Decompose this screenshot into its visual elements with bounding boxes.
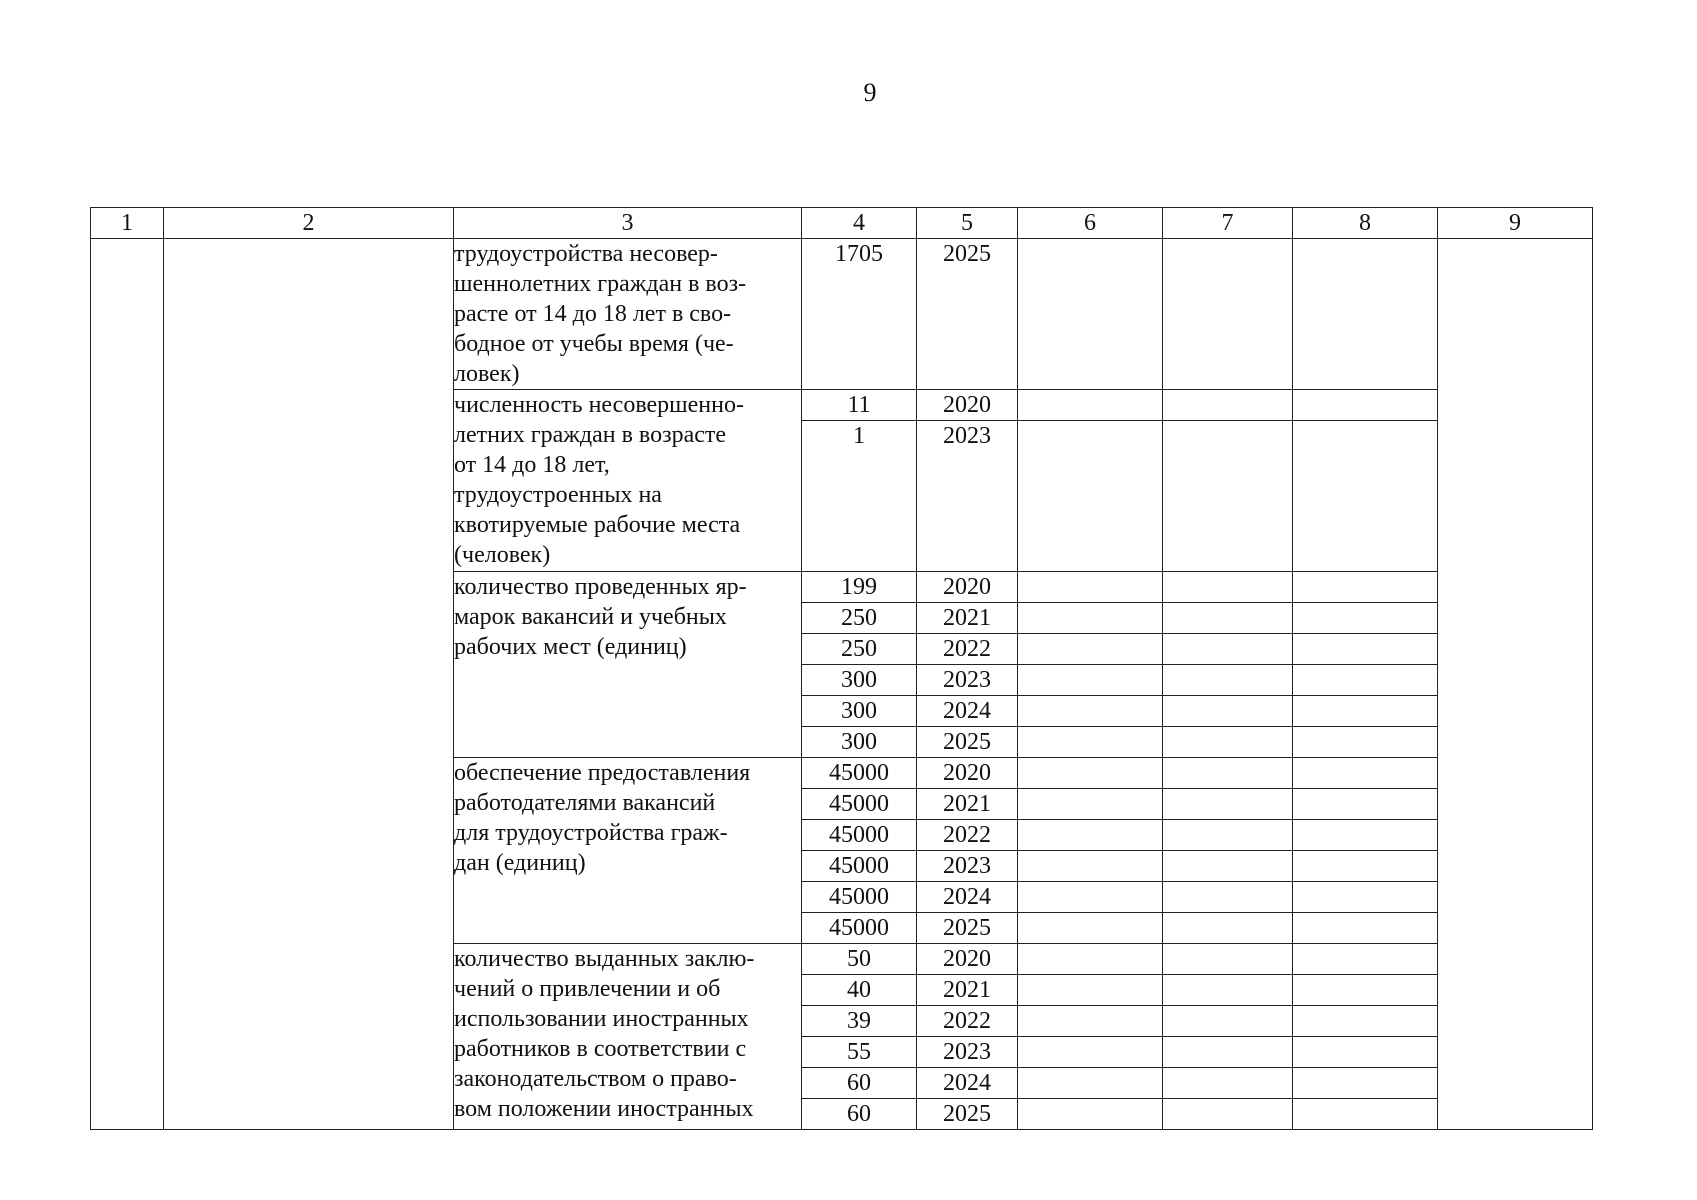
cell-col-8 <box>1293 851 1438 882</box>
cell-col-8 <box>1293 944 1438 975</box>
description-line: чений о привлечении и об <box>454 976 721 1002</box>
indicator-description <box>454 390 802 572</box>
column-header: 7 <box>1163 208 1293 239</box>
cell-col-7 <box>1163 820 1293 851</box>
cell-col-6 <box>1018 1068 1163 1099</box>
cell-col-6 <box>1018 665 1163 696</box>
column-header: 2 <box>164 208 454 239</box>
cell-col-7 <box>1163 390 1293 421</box>
indicator-year: 2023 <box>917 665 1018 696</box>
cell-col-6 <box>1018 1037 1163 1068</box>
indicator-value: 45000 <box>802 789 917 820</box>
indicator-value: 40 <box>802 975 917 1006</box>
cell-col-8 <box>1293 603 1438 634</box>
indicator-value: 45000 <box>802 882 917 913</box>
description-line: работодателями вакансий <box>454 790 716 816</box>
indicator-year: 2022 <box>917 1006 1018 1037</box>
column-header: 6 <box>1018 208 1163 239</box>
description-line: численность несовершенно- <box>454 392 744 418</box>
description-line: трудоустроенных на <box>454 482 662 508</box>
cell-col-7 <box>1163 1068 1293 1099</box>
description-line: для трудоустройства граж- <box>454 820 728 846</box>
cell-col-7 <box>1163 665 1293 696</box>
indicator-year: 2020 <box>917 944 1018 975</box>
cell-col-8 <box>1293 820 1438 851</box>
description-line: количество выданных заклю- <box>454 946 755 972</box>
indicator-value: 39 <box>802 1006 917 1037</box>
cell-col-8 <box>1293 421 1438 572</box>
description-line: использовании иностранных <box>454 1006 749 1032</box>
indicator-value: 250 <box>802 634 917 665</box>
cell-col-8 <box>1293 665 1438 696</box>
description-line: бодное от учебы время (че- <box>454 331 734 357</box>
cell-col-7 <box>1163 758 1293 789</box>
indicator-value: 45000 <box>802 758 917 789</box>
cell-col-7 <box>1163 789 1293 820</box>
indicator-year: 2023 <box>917 1037 1018 1068</box>
indicator-year: 2024 <box>917 882 1018 913</box>
description-line: расте от 14 до 18 лет в сво- <box>454 301 732 327</box>
column-header: 3 <box>454 208 802 239</box>
indicator-year: 2022 <box>917 820 1018 851</box>
cell-col-8 <box>1293 882 1438 913</box>
cell-col-8 <box>1293 789 1438 820</box>
cell-col-6 <box>1018 239 1163 390</box>
indicator-value: 55 <box>802 1037 917 1068</box>
page-number: 9 <box>863 78 877 107</box>
cell-col-6 <box>1018 882 1163 913</box>
cell-col-6 <box>1018 820 1163 851</box>
cell-col-8 <box>1293 239 1438 390</box>
description-line: трудоустройства несовер- <box>454 241 718 267</box>
indicator-year: 2024 <box>917 696 1018 727</box>
indicator-year: 2020 <box>917 758 1018 789</box>
indicator-year: 2023 <box>917 421 1018 572</box>
cell-col-7 <box>1163 603 1293 634</box>
cell-col-6 <box>1018 944 1163 975</box>
indicator-value: 11 <box>802 390 917 421</box>
description-line: обеспечение предоставления <box>454 760 751 786</box>
indicator-description <box>454 944 802 1130</box>
cell-col-2 <box>164 239 454 1130</box>
description-line: количество проведенных яр- <box>454 574 747 600</box>
indicator-year: 2025 <box>917 1099 1018 1130</box>
indicator-year: 2021 <box>917 789 1018 820</box>
cell-col-7 <box>1163 727 1293 758</box>
cell-col-8 <box>1293 975 1438 1006</box>
cell-col-8 <box>1293 634 1438 665</box>
cell-col-6 <box>1018 1006 1163 1037</box>
cell-col-8 <box>1293 1006 1438 1037</box>
indicator-year: 2024 <box>917 1068 1018 1099</box>
description-line: летних граждан в возрасте <box>454 422 727 448</box>
indicator-year: 2020 <box>917 390 1018 421</box>
cell-col-7 <box>1163 239 1293 390</box>
indicator-year: 2021 <box>917 975 1018 1006</box>
cell-col-7 <box>1163 975 1293 1006</box>
column-header: 4 <box>802 208 917 239</box>
cell-col-7 <box>1163 696 1293 727</box>
cell-col-7 <box>1163 882 1293 913</box>
cell-col-8 <box>1293 727 1438 758</box>
indicator-year: 2023 <box>917 851 1018 882</box>
cell-col-8 <box>1293 758 1438 789</box>
description-line: марок вакансий и учебных <box>454 604 727 630</box>
cell-col-8 <box>1293 1037 1438 1068</box>
cell-col-7 <box>1163 421 1293 572</box>
cell-col-1 <box>91 239 164 1130</box>
cell-col-6 <box>1018 696 1163 727</box>
indicator-value: 60 <box>802 1099 917 1130</box>
description-line: законодательством о право- <box>454 1066 737 1092</box>
indicator-year: 2025 <box>917 913 1018 944</box>
cell-col-8 <box>1293 913 1438 944</box>
indicator-value: 50 <box>802 944 917 975</box>
cell-col-6 <box>1018 727 1163 758</box>
column-header: 8 <box>1293 208 1438 239</box>
column-header: 1 <box>91 208 164 239</box>
description-line: (человек) <box>454 542 551 568</box>
cell-col-8 <box>1293 696 1438 727</box>
cell-col-6 <box>1018 634 1163 665</box>
description-line: рабочих мест (единиц) <box>454 634 687 660</box>
cell-col-7 <box>1163 1006 1293 1037</box>
cell-col-6 <box>1018 421 1163 572</box>
cell-col-8 <box>1293 1099 1438 1130</box>
cell-col-6 <box>1018 603 1163 634</box>
description-line: работников в соответствии с <box>454 1036 747 1062</box>
indicator-value: 45000 <box>802 913 917 944</box>
cell-col-6 <box>1018 1099 1163 1130</box>
indicator-year: 2022 <box>917 634 1018 665</box>
cell-col-6 <box>1018 913 1163 944</box>
indicator-table <box>90 207 1593 1130</box>
cell-col-7 <box>1163 1099 1293 1130</box>
cell-col-7 <box>1163 634 1293 665</box>
indicator-value: 300 <box>802 696 917 727</box>
indicator-value: 60 <box>802 1068 917 1099</box>
description-line: ловек) <box>454 361 520 387</box>
cell-col-6 <box>1018 975 1163 1006</box>
description-line: от 14 до 18 лет, <box>454 452 610 478</box>
cell-col-8 <box>1293 390 1438 421</box>
description-line: вом положении иностранных <box>454 1096 754 1122</box>
indicator-description <box>454 758 802 944</box>
cell-col-8 <box>1293 1068 1438 1099</box>
indicator-value: 1 <box>802 421 917 572</box>
column-header: 9 <box>1438 208 1593 239</box>
cell-col-6 <box>1018 851 1163 882</box>
indicator-value: 1705 <box>802 239 917 390</box>
cell-col-7 <box>1163 944 1293 975</box>
indicator-year: 2025 <box>917 727 1018 758</box>
cell-col-7 <box>1163 851 1293 882</box>
description-line: шеннолетних граждан в воз- <box>454 271 747 297</box>
cell-col-7 <box>1163 572 1293 603</box>
indicator-value: 300 <box>802 665 917 696</box>
cell-col-7 <box>1163 1037 1293 1068</box>
indicator-description <box>454 572 802 758</box>
description-line: квотируемые рабочие места <box>454 512 741 538</box>
indicator-value: 45000 <box>802 820 917 851</box>
indicator-value: 45000 <box>802 851 917 882</box>
indicator-value: 250 <box>802 603 917 634</box>
indicator-year: 2020 <box>917 572 1018 603</box>
cell-col-7 <box>1163 913 1293 944</box>
indicator-year: 2025 <box>917 239 1018 390</box>
cell-col-6 <box>1018 758 1163 789</box>
cell-col-6 <box>1018 572 1163 603</box>
cell-col-8 <box>1293 572 1438 603</box>
indicator-value: 300 <box>802 727 917 758</box>
header-row <box>91 208 1593 239</box>
cell-col-6 <box>1018 390 1163 421</box>
column-header: 5 <box>917 208 1018 239</box>
table-row <box>91 239 1593 390</box>
indicator-description <box>454 239 802 390</box>
description-line: дан (единиц) <box>454 850 586 876</box>
cell-col-9 <box>1438 239 1593 1130</box>
indicator-year: 2021 <box>917 603 1018 634</box>
cell-col-6 <box>1018 789 1163 820</box>
indicator-value: 199 <box>802 572 917 603</box>
